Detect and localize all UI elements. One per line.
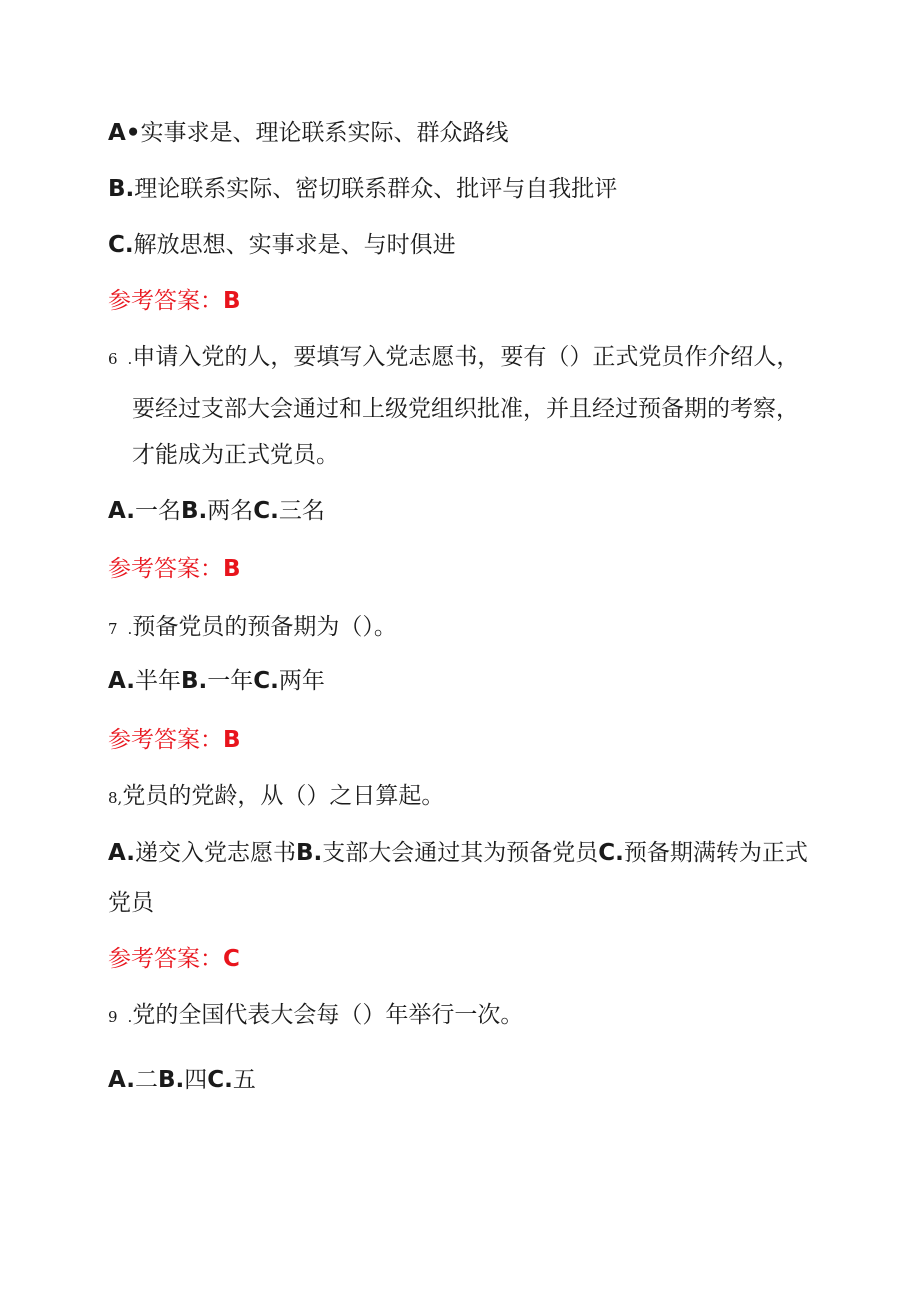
q8-answer-label: 参考答案：	[108, 946, 223, 972]
q5-option-b-text: 理论联系实际、密切联系群众、批评与自我批评	[134, 176, 618, 202]
q5-option-a-letter: A•	[108, 120, 141, 146]
q6-option-c-text: 三名	[278, 498, 325, 524]
q9-number: 9	[108, 1008, 118, 1026]
q7-answer-value: B	[223, 727, 241, 753]
q8-option-b-text: 支部大会通过其为预备党员	[322, 840, 599, 866]
q7-option-c-text: 两年	[278, 668, 325, 694]
q6-answer-value: B	[223, 556, 241, 582]
q7-number: 7	[108, 620, 118, 638]
q8-option-wrap: 党员	[108, 890, 154, 916]
q8-option-b-letter: B.	[295, 840, 323, 866]
q6-dot: .	[127, 350, 133, 368]
q5-option-c-text: 解放思想、实事求是、与时俱进	[133, 232, 456, 258]
q7-dot: .	[127, 620, 133, 638]
q7-option-a-letter: A.	[108, 668, 135, 694]
q7-options	[108, 666, 325, 696]
q6-option-a-letter: A.	[108, 498, 135, 524]
q7-answer-label: 参考答案：	[108, 727, 223, 753]
q6-text-line-1: 申请入党的人，要填写入党志愿书，要有（）正式党员作介绍人，	[132, 344, 800, 370]
q9-option-b-text: 四	[184, 1067, 208, 1093]
q5-option-a-text: 实事求是、理论联系实际、群众路线	[140, 120, 509, 146]
q6-text-line-2: 要经过支部大会通过和上级党组织批准，并且经过预备期的考察，	[132, 396, 799, 422]
q6-option-a-text: 一名	[134, 498, 181, 524]
q5-option-c	[108, 230, 456, 260]
q7-option-b-letter: B.	[180, 668, 208, 694]
q5-option-b-letter: B.	[108, 176, 135, 202]
q8-option-c-text: 预备期满转为正式	[623, 840, 808, 866]
q8-question	[108, 781, 444, 813]
q8-answer-value: C	[223, 946, 240, 972]
q6-number: 6	[108, 350, 118, 368]
q6-answer	[108, 554, 241, 584]
q8-option-a-text: 递交入党志愿书	[134, 840, 296, 866]
q9-option-a-letter: A.	[108, 1067, 135, 1093]
q8-number: 8,	[108, 789, 123, 807]
q6-text-line-3: 才能成为正式党员。	[132, 442, 339, 468]
q9-dot: .	[127, 1008, 133, 1026]
q5-answer-value: B	[223, 288, 241, 314]
q7-answer	[108, 725, 241, 755]
q6-options	[108, 496, 325, 526]
q7-question	[108, 612, 397, 644]
q9-text: 党的全国代表大会每（）年举行一次。	[132, 1002, 524, 1028]
q5-option-b	[108, 174, 617, 204]
q8-option-a-letter: A.	[108, 840, 135, 866]
q8-options	[108, 838, 808, 868]
q8-option-c-letter: C.	[598, 840, 624, 866]
q9-option-c-letter: C.	[207, 1067, 233, 1093]
q8-answer	[108, 944, 240, 974]
q6-option-b-text: 两名	[207, 498, 254, 524]
q5-option-a	[108, 118, 509, 148]
q7-option-b-text: 一年	[207, 668, 254, 694]
q9-options	[108, 1065, 256, 1095]
q9-option-b-letter: B.	[157, 1067, 185, 1093]
q9-question	[108, 1000, 523, 1032]
q6-option-c-letter: C.	[253, 498, 279, 524]
q7-text: 预备党员的预备期为（）。	[132, 614, 397, 640]
q9-option-c-text: 五	[232, 1067, 256, 1093]
q7-option-a-text: 半年	[134, 668, 181, 694]
q6-option-b-letter: B.	[180, 498, 208, 524]
q6-question	[108, 342, 799, 374]
q5-option-c-letter: C.	[108, 232, 134, 258]
q7-option-c-letter: C.	[253, 668, 279, 694]
q5-answer	[108, 286, 241, 316]
q8-text: 党员的党龄，从（）之日算起。	[122, 783, 445, 809]
q5-answer-label: 参考答案：	[108, 288, 223, 314]
q6-answer-label: 参考答案：	[108, 556, 223, 582]
q9-option-a-text: 二	[134, 1067, 158, 1093]
